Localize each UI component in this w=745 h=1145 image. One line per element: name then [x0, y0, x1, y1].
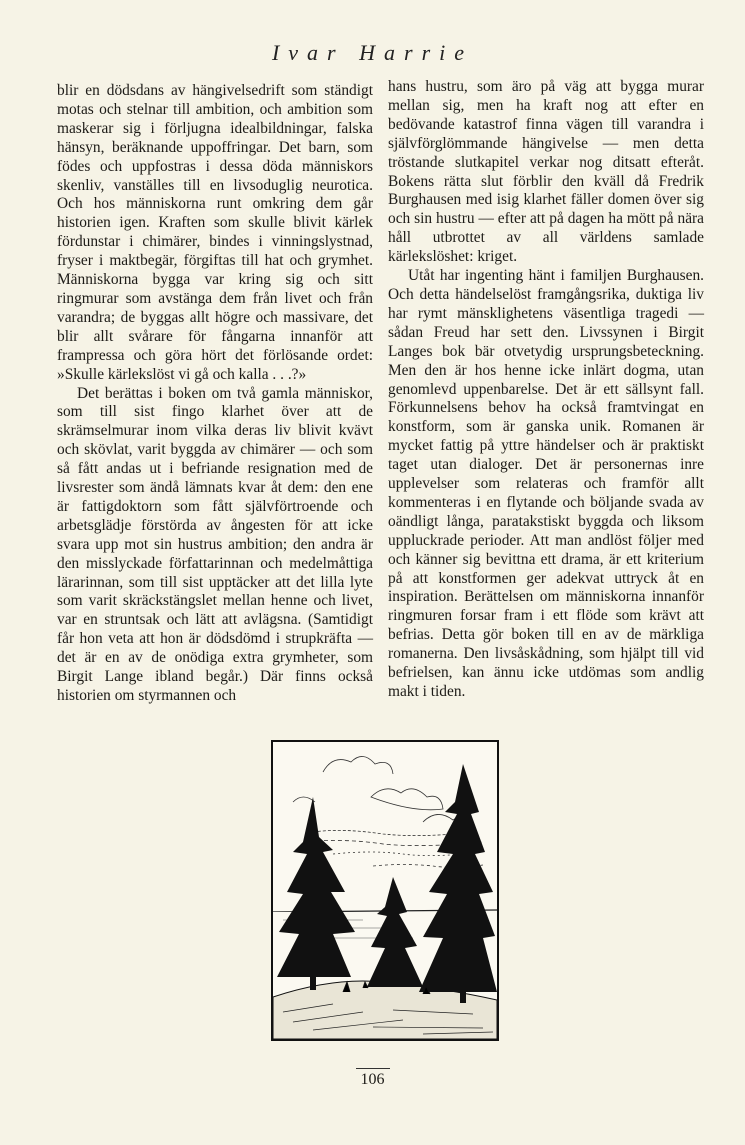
left-paragraph-1: blir en dödsdans av hängivelsedrift som ständigt motas och stelnar till ambition, och ambition som maskerar sig i förljugna idealbildningar, falska hänsyn, beräknande uppoffringar. Det barn, som födes och uppfostras i dessa döda människors skenliv, vanställes till en livsoduglig neurotica. Och hos människorna runt omkring dem går historien igen. Kraften som skulle blivit kärlek fördunstar i chimärer, bindes i vinningslystnad, fryser i maktbegär, förgiftas till hat och grymhet. Människorna bygga var kring sig och sitt ringmurar som avstänga dem från livet och från varandra; de byggas allt högre och massivare, det blir allt svårare för fångarna innanför att frampressa och göra hört det förlösande ordet: »Skulle kärlekslöst vi gå och kalla . . .?»: [57, 82, 373, 383]
right-paragraph-2: Utåt har ingenting hänt i familjen Burghausen. Och detta händelselöst framgångsrika, duktiga liv har rymt mänsklighetens väsentliga tragedi — sådan Freud har sett den. Livssynen i Birgit Langes bok bär otvetydig ursprungsbeteckning. Men den är hos henne icke inlärt dogma, utan genomlevd uppenbarelse. Det är ett sällsynt fall. Förkunnelsens behov ha också framtvingat en konstform, som är ganska unik. Romanen är mycket fattig på yttre händelser och är praktiskt taget utan dialoger. Det är personernas inre upplevelser som relateras och framför allt kommenteras i en flytande och böljande svada av oändligt långa, paratakstiskt byggda och liksom uppluckrade perioder. Att man andlöst följer med och känner sig bevittna ett drama, är ett kriterium på att konstformen ger adekvat uttryck åt en inspiration. Berättelsen om människorna innanför ringmuren forsar fram i ett flöde som krävt att befrias. Detta gör boken till en av de märkliga romanerna. Den livsåskådning, som hjälpt till vid befrielsen, kan ännu icke utdömas som andlig makt i tiden.: [388, 267, 704, 700]
running-head: Ivar Harrie: [271, 40, 474, 65]
page-number-text: 106: [356, 1068, 390, 1089]
page-number: [0, 1068, 745, 1089]
woodcut-illustration: [271, 740, 499, 1041]
left-column: [57, 82, 373, 706]
right-column: [388, 78, 704, 702]
left-paragraph-2: Det berättas i boken om två gamla människor, som till sist fingo klarhet över att de skrämselmurar inom vilka deras liv blivit kvävt och skövlat, varit byggda av chimärer — och som så fått andas ut i befriande resignation med de livsrester som ändå lämnats kvar åt dem: den ene är fattigdoktorn som fått självförtroende och arbetsglädje förstörda av ångesten för att icke svara upp mot sin hustrus ambition; den andra är den misslyckade författarinnan och medelmåttiga lärarinnan, som till sist upptäcker att det lilla lyte som varit skräckstängslet mellan henne och livet, var en struntsak och lätt att avlägsna. (Samtidigt får hon veta att hon är dödsdömd i strupkräfta — det är en av de onödiga extra grymheter, som Birgit Lange ibland begår.) Där finns också historien om styrmannen och: [57, 384, 373, 704]
right-paragraph-1: hans hustru, som äro på väg att bygga murar mellan sig, men ha kraft nog att efter en bedövande katastrof finna vägen till varandra i självförglömmande hängivelse — men detta tröstande slutkapitel verkar nog ditsatt efteråt. Bokens rätta slut förblir den kväll då Fredrik Burghausen med isig klarhet fäller domen över sig och sin hustru — efter att på dagen ha mött på nära håll utbrottet av all världens samlade kärlekslöshet: kriget.: [388, 78, 704, 266]
landscape-with-spruce-trees-image: [273, 742, 497, 1039]
